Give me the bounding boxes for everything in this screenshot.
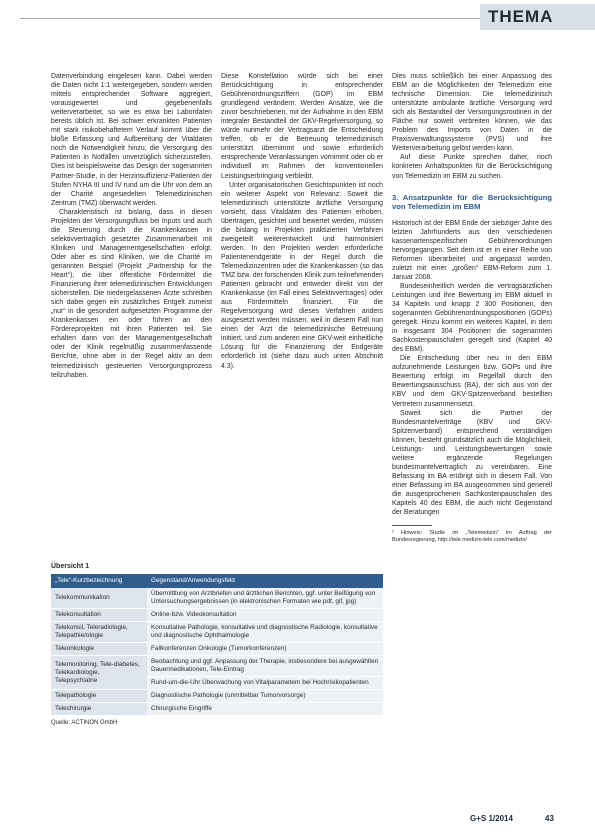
table-cell-term: Telemonitoring, Tele-diabetes, Telekardiologie, Telepsychiatrie xyxy=(51,656,147,690)
table-cell-description: Diagnostische Pathologie (unmittelbar Tumorvorsorge) xyxy=(147,690,383,703)
overview-table-block xyxy=(51,562,383,728)
paragraph: Bundeseinheitlich werden die vertragsärztlichen Leistungen und ihre Bewertung im EBM aktuell in 34 Kapiteln und knapp 2 300 Positionen, den sogenannten Gebührenordnungspositionen (GOPs) geregelt. Hinzu kommt ein weiteres Kapitel, in dem in insgesamt 304 Positionen die sogenannten Sachkostenpauschalen geregelt sind (Kapitel 40 des EBM). xyxy=(392,282,552,354)
table-cell-term: Teleonkologie xyxy=(51,643,147,656)
column-header: „Tele“-Kurzbezeichnung xyxy=(51,574,147,588)
paragraph: Soweit sich die Partner der Bundesmantelverträge (KBV und GKV-Spitzenverband) entsprechend verständigen können, besteht grundsätzlich auch die Möglichkeit, Leistungs- und Leistungsbewertungen sowie weitere ergänzende Regelungen bundesmantelvertraglich zu vereinbaren. Eine Befassung im BA erübrigt sich in diesem Fall. Von einer Befassung im BA ausgenommen sind generell die ausgesprochenen Sachkostenpauschalen des Kapitels 40 des EBM, die auch nicht Gegenstand der Beratungen xyxy=(392,409,552,517)
table-cell-description: Rund-um-die-Uhr Überwachung von Vitalparametern bei Hochrisikopatienten xyxy=(147,677,383,690)
footnote: ¹ Hinweis: Studie im „Telemedizin“ im Auftrag der Bundesregierung, http://tele medizin-tele.com/medizin/ xyxy=(392,530,552,544)
paragraph: Charakteristisch ist bislang, dass in diesen Projekten der Versorgungsfluss bei Inputs und auch die Steuerung durch die Krankenkassen in selektivvertraglich gesetzter Zusammenarbeit mit Kliniken und Managementgesellschaften erfolgt. Oder aber es sind Kliniken, wie die Charité im genannten Beispiel (Projekt „Partnership for the Heart“), die über öffentliche Fördermittel die Finanzierung ihrer telemedizinischen Entwicklungen sicherstellen. Die niedergelassenen Ärzte schreiben sich dabei gegen ein zusätzliches Entgelt zumeist „nur“ in die gesondert aufgesetzten Programme der Krankenkassen ein oder führen an den Fördereprojekten mit ihren Patienten teil. Sie erhalten dann von der Managementgesellschaft oder der Klinik regelmäßig zusammenfassende Berichte, ohne aber in der Regel aktiv an dem telemedizinisch gesteuerten Versorgungsprozess teilzuhaben. xyxy=(51,208,212,379)
table-cell-term: Telechirurgie xyxy=(51,703,147,716)
text-column-2 xyxy=(221,72,383,371)
overview-table xyxy=(51,574,383,716)
paragraph: Diese Konstellation würde sich bei einer Berücksichtigung in entsprechender Gebührenordnungsziffern (GOP) im EBM grundlegend verändern. Werden Ansätze, wie die zuvor beschriebenen, mit der Aufnahme in den EBM integraler Bestandteil der GKV-Regelversorgung, so würde nunmehr der Vertragsarzt die Entscheidung treffen, ob er die Betreuung telemedizinisch unterstützt übernimmt und sowie erforderlich entsprechende Veranlassungen vornimmt oder ob er individuell im Rahmen der konventionellen Leistungserbringung verbleibt. xyxy=(221,73,383,180)
paragraph: Historisch ist der EBM Ende der siebziger Jahre des letzten Jahrhunderts aus den verschiedenen kassenartenspezifischen Gebührenordnungen hervorgegangen. Seit dem ist er in einer Reihe von Reformen überarbeitet und angepasst worden, zuletzt mit einer „großen“ EBM-Reform zum 1. Januar 2008. xyxy=(392,219,552,281)
paragraph: Unter organisatorischen Gesichtspunkten ist noch ein weiterer Aspekt von Relevanz: Soweit die telemedizinisch unterstützte ärztliche Versorgung vorsieht, dass Vitaldaten des Patienten erhoben, übertragen, gesichtet und bewertet werden, müssen die bislang in Projekten praktizierten Verfahren zweigeteilt weiterentwickelt und harmonisiert werden. In den Projekten werden erforderliche Patientenendgeräte in der Regel durch die Telemedizinzentren oder die Krankenkassen (so das TMZ bzw. der forschenden Klinik zum teilnehmenden Patienten gebracht und entweder direkt von der Krankenkasse (im Fall eines Selektivvertrages) oder aus Fördermitteln finanziert. Für die Regelversorgung wird dieses Verfahren anders ausgesetzt werden müssen, weil in diesem Fall nun einen der Arzt die telemedizinische Betreuung initiiert, und zum anderen eine GKV-weit einheitliche Lösung für die Finanzierung der Endgeräte erforderlich ist (siehe dazu auch unten Abschnitt 4.3). xyxy=(221,181,384,370)
paragraph: Dies muss schließlich bei einer Anpassung des EBM an die Möglichkeiten der Telemedizin eine technische Dimension. Die telemedizinisch unterstützte ambulante ärztliche Versorgung wird sich als Bestandteil der Versorgungsroutinen in der Fläche nur soweit verbreiten können, wie das Problem des Imports von Daten in die Praxisverwaltungssysteme (PVS) und ihre Weiterverarbeitung gelöst werden kann. xyxy=(392,73,552,153)
table-cell-description: Online-bzw. Videokonsultation xyxy=(147,609,383,622)
table-cell-term: Telekonsultation xyxy=(51,609,147,622)
section-heading: 3. Ansatzpunkte für die Berücksichtigung von Telemedizin im EBM xyxy=(392,192,552,212)
table-cell-term: Telekonsil, Teleradiologie, Telepathie/ologie xyxy=(51,622,147,643)
paragraph: Auf diese Punkte sprechen daher, noch konkreten Anhaltspunkten für die Berücksichtigung von Telemedizin im EBM zu suchen. xyxy=(392,154,552,180)
table-cell-description: Chirurgische Eingriffe xyxy=(147,703,383,716)
table-cell-term: Telepathologie xyxy=(51,690,147,703)
section-label: THEMA xyxy=(480,4,595,30)
table-row xyxy=(51,622,383,643)
table-title: Übersicht 1 xyxy=(51,563,90,570)
header-rule xyxy=(20,18,532,19)
text-column-3 xyxy=(392,72,552,544)
table-source: Quelle: ACTINON GmbH xyxy=(51,720,118,726)
table-cell-description: Fallkonferenzen Onkologie (Tumorkonferenzen) xyxy=(147,643,383,656)
table-cell-description: Übermittlung von Arztbriefen und ärztlichen Berichten, ggf. unter Beifügung von Untersuchungsergebnissen (in elektronischen Formaten wie pdf, gif, jpg) xyxy=(147,588,383,609)
text-column-1 xyxy=(51,72,212,380)
table-row xyxy=(51,609,383,622)
table-cell-description: Beobachtung und ggf. Anpassung der Therapie, insbesondere bei ausgewählten Dauermedikationen, Tele-Eintrag xyxy=(147,656,383,677)
table-row xyxy=(51,703,383,716)
publication-footer: G+S 1/2014 xyxy=(470,814,513,823)
table-row xyxy=(51,643,383,656)
table-cell-description: Konsultative Pathologie, konsultative und diagnostische Radiologie, konsultative und diagnostische Ophthalmologie xyxy=(147,622,383,643)
table-row xyxy=(51,588,383,609)
footnote-divider xyxy=(392,525,432,526)
table-cell-term: Telekommunikation xyxy=(51,588,147,609)
paragraph: Datenverbindung eingelesen kann. Dabei werden die Daten nicht 1:1 weitergegeben, sondern werden mittels entsprechender Software aggregiert, vorausgewertet und gegebenenfalls weiterverarbeitet, so wie es etwa bei Labordaten bereits üblich ist. Bei schwer erkrankten Patienten mit stark risikobehaftetem Verlauf kommt über die bloße Erfassung und Aufbereitung der Vitaldaten noch die Notwendigkeit hinzu, die Versorgung des Patienten in Notfällen unverzüglich sicherzustellen. Dies ist beispielsweise das Design der sogenannten Partner-Studie, in der Herzinsuffizienz-Patienten der Stufen NYHA III und IV rund um die Uhr von dem an der Charité angesiedelten Telemedizinischen Zentrum (TMZ) überwacht werden. xyxy=(51,73,212,207)
paragraph: Die Entscheidung über neu in den EBM aufzunehmende Leistungen bzw. GOPs und ihre Bewertung erfolgt im Regelfall durch den Bewertungsausschuss (BA), der sich aus von der KBV und dem GKV-Spitzenverband bestellten Vertretern zusammensetzt. xyxy=(392,355,552,408)
column-header: Gegenstand/Anwendungsfeld xyxy=(147,574,383,588)
table-row xyxy=(51,656,383,677)
page-number: 43 xyxy=(545,814,554,823)
table-row xyxy=(51,690,383,703)
table-header-row xyxy=(51,574,383,588)
